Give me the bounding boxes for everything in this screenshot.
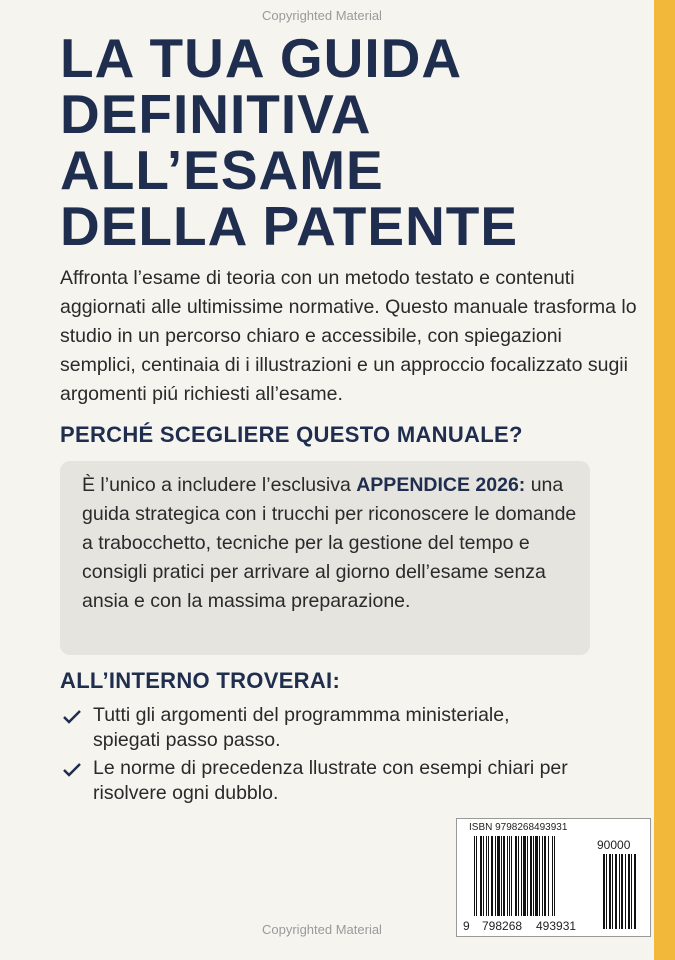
barcode-bar	[554, 836, 555, 916]
title-line: LA TUA GUIDA	[60, 27, 463, 89]
barcode-bar	[544, 836, 546, 916]
title-line: ALL’ESAME	[60, 139, 384, 201]
appendix-box	[60, 461, 590, 655]
barcode-bar	[521, 836, 522, 916]
barcode-bar	[552, 836, 553, 916]
barcode-bar	[621, 854, 623, 929]
barcode-bars	[474, 836, 589, 931]
list-item-text: Le norme di precedenza llustrate con esempi chiari per risolvere ogni dubblo.	[93, 757, 568, 804]
barcode-bar	[476, 836, 477, 916]
barcode-bar	[527, 836, 528, 916]
barcode-bar	[628, 854, 630, 929]
barcode-bar	[535, 836, 538, 916]
barcode-bar	[507, 836, 508, 916]
appendix-highlight: APPENDICE 2026:	[356, 474, 526, 496]
barcode-bar	[542, 836, 543, 916]
barcode-bar	[625, 854, 626, 929]
barcode-bar	[548, 836, 549, 916]
title-line: DELLA PATENTE	[60, 195, 519, 257]
barcode-digit-group: 493931	[536, 919, 577, 933]
barcode-bar	[486, 836, 487, 916]
barcode-bar	[511, 836, 512, 916]
why-heading: PERCHÉ SCEGLIERE QUESTO MANUALE?	[60, 422, 523, 447]
barcode-bar	[503, 836, 505, 916]
barcode-bar	[495, 836, 496, 916]
list-item	[60, 756, 580, 806]
barcode-bar	[518, 836, 519, 916]
list-item-text: Tutti gli argomenti del programmma ministeriale, spiegati passo passo.	[93, 704, 510, 751]
barcode-bar	[615, 854, 617, 929]
barcode-bar	[606, 854, 607, 929]
barcode-digit: 9	[463, 919, 470, 933]
barcode-bar	[634, 854, 636, 929]
checkmark-icon	[62, 709, 82, 725]
accent-strip	[654, 0, 675, 960]
isbn-barcode	[456, 818, 651, 937]
barcode-bar	[483, 836, 484, 916]
feature-list	[60, 703, 580, 806]
appendix-text	[82, 471, 580, 616]
barcode-bar	[515, 836, 517, 916]
barcode-bar	[609, 854, 611, 929]
barcode-bar	[530, 836, 532, 916]
title-line: DEFINITIVA	[60, 83, 372, 145]
barcode-bar	[523, 836, 526, 916]
checkmark-icon	[62, 762, 82, 778]
appendix-text-before: È l’unico a includere l’esclusiva	[82, 474, 357, 496]
barcode-bar	[631, 854, 632, 929]
barcode-bar	[480, 836, 482, 916]
intro-paragraph: Affronta l’esame di teoria con un metodo testato e contenuti aggiornati alle ultimissime normative. Questo manuale trasforma lo studio in un percorso chiaro e accessibile, con spiegazioni semplici, centinaia di i illustrazioni e un approccio focalizzato sugii argomenti piú richiesti all’esame.	[60, 267, 637, 405]
list-item	[60, 703, 580, 753]
addon-bars	[603, 854, 643, 929]
barcode-bar	[501, 836, 502, 916]
barcode-bar	[533, 836, 534, 916]
watermark-bottom: Copyrighted Material	[262, 922, 382, 937]
barcode-bar	[509, 836, 510, 916]
inside-heading: ALL’INTERNO TROVERAI:	[60, 668, 341, 693]
watermark-top: Copyrighted Material	[262, 8, 382, 23]
barcode-bar	[603, 854, 605, 929]
barcode-bar	[488, 836, 489, 916]
addon-label: 90000	[597, 838, 631, 852]
appendix-text-after: una guida strategica con i trucchi per riconoscere le domande a trabocchetto, tecniche per la gestione del tempo e consigli pratici per arrivare al giorno dell’esame senza ansia e con la massima preparazione.	[82, 474, 577, 612]
barcode-bar	[491, 836, 493, 916]
barcode-bar	[539, 836, 540, 916]
isbn-label: ISBN 9798268493931	[469, 822, 568, 833]
barcode-bar	[474, 836, 475, 916]
barcode-bar	[497, 836, 500, 916]
barcode-digit-group: 798268	[482, 919, 523, 933]
content-column	[60, 27, 640, 809]
barcode-bar	[619, 854, 620, 929]
title	[60, 27, 640, 257]
barcode-bar	[612, 854, 613, 929]
